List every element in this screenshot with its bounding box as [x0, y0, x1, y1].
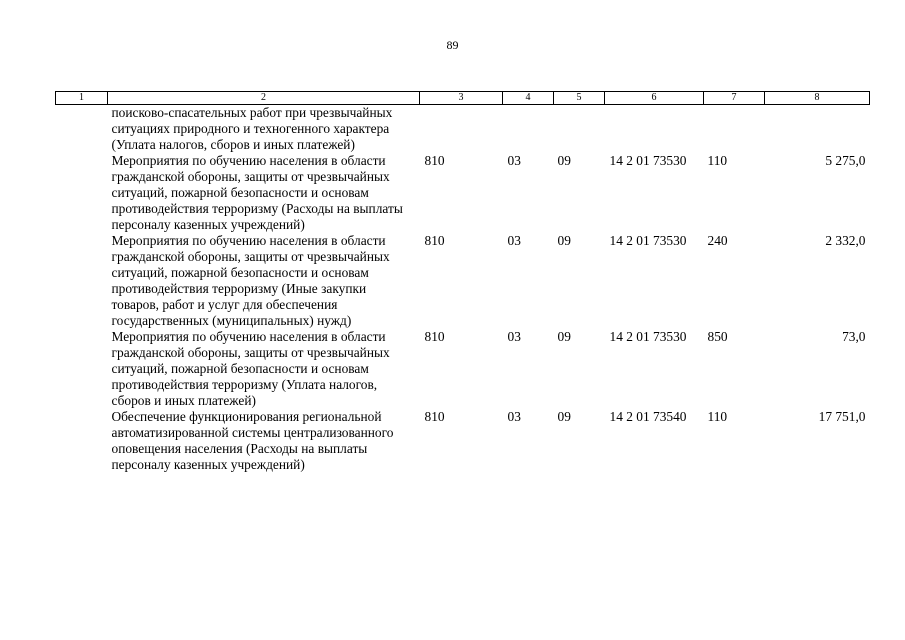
column-header-1: 1 — [56, 92, 108, 105]
table-row — [56, 153, 870, 233]
ministry-code-cell: 810 — [424, 233, 445, 248]
amount-cell: 2 332,0 — [825, 233, 866, 248]
section-code-cell: 03 — [507, 233, 521, 248]
expense-name-cell: Мероприятия по обучению населения в области гражданской обороны, защиты от чрезвычайных ситуаций, пожарной безопасности и основам противодействия терроризму (Уплата налогов, сборов и иных платежей) — [111, 329, 390, 408]
ministry-code-cell: 810 — [424, 329, 445, 344]
budget-table — [55, 91, 870, 473]
ministry-code-cell: 810 — [424, 409, 445, 424]
table-body — [56, 105, 870, 474]
row-number-cell — [56, 105, 108, 154]
amount-cell — [765, 105, 870, 154]
expense-type-cell: 110 — [707, 409, 728, 424]
target-article-cell: 14 2 01 73530 — [609, 153, 687, 168]
column-header-7: 7 — [704, 92, 765, 105]
amount-cell: 5 275,0 — [825, 153, 866, 168]
table-header — [56, 92, 870, 105]
target-article-cell: 14 2 01 73530 — [609, 329, 687, 344]
column-header-2: 2 — [108, 92, 420, 105]
subsection-code-cell — [554, 105, 605, 154]
row-number-cell — [56, 409, 108, 473]
section-code-cell: 03 — [507, 329, 521, 344]
expense-name-cell: Обеспечение функционирования региональной автоматизированной системы централизованного оповещения населения (Расходы на выплаты персоналу казенных учреждений) — [111, 409, 394, 472]
expense-type-cell — [704, 105, 765, 154]
subsection-code-cell: 09 — [557, 233, 571, 248]
expense-type-cell: 110 — [707, 153, 728, 168]
row-number-cell — [56, 233, 108, 329]
target-article-cell: 14 2 01 73540 — [609, 409, 687, 424]
column-header-4: 4 — [503, 92, 554, 105]
column-header-3: 3 — [420, 92, 503, 105]
section-code-cell — [503, 105, 554, 154]
expense-name-cell: Мероприятия по обучению населения в области гражданской обороны, защиты от чрезвычайных ситуаций, пожарной безопасности и основам противодействия терроризму (Расходы на выплаты персоналу казенных учреждений) — [111, 153, 403, 232]
target-article-cell: 14 2 01 73530 — [609, 233, 687, 248]
subsection-code-cell: 09 — [557, 329, 571, 344]
table-row — [56, 233, 870, 329]
section-code-cell: 03 — [507, 153, 521, 168]
target-article-cell — [605, 105, 704, 154]
column-header-8: 8 — [765, 92, 870, 105]
subsection-code-cell: 09 — [557, 153, 571, 168]
subsection-code-cell: 09 — [557, 409, 571, 424]
ministry-code-cell — [420, 105, 503, 154]
ministry-code-cell: 810 — [424, 153, 445, 168]
column-header-6: 6 — [605, 92, 704, 105]
table-row — [56, 105, 870, 154]
section-code-cell: 03 — [507, 409, 521, 424]
header-row — [56, 92, 870, 105]
expense-type-cell: 850 — [707, 329, 728, 344]
row-number-cell — [56, 153, 108, 233]
column-header-5: 5 — [554, 92, 605, 105]
expense-type-cell: 240 — [707, 233, 728, 248]
table-row — [56, 329, 870, 409]
row-number-cell — [56, 329, 108, 409]
expense-name-cell: поисково-спасательных работ при чрезвычайных ситуациях природного и техногенного характера (Уплата налогов, сборов и иных платежей) — [111, 105, 393, 152]
page-number: 89 — [446, 38, 459, 52]
expense-name-cell: Мероприятия по обучению населения в области гражданской обороны, защиты от чрезвычайных ситуаций, пожарной безопасности и основам противодействия терроризму (Иные закупки товаров, работ и услуг для обеспечения государственных (муниципальных) нужд) — [111, 233, 390, 328]
amount-cell: 17 751,0 — [818, 409, 866, 424]
table-row — [56, 409, 870, 473]
amount-cell: 73,0 — [842, 329, 866, 344]
